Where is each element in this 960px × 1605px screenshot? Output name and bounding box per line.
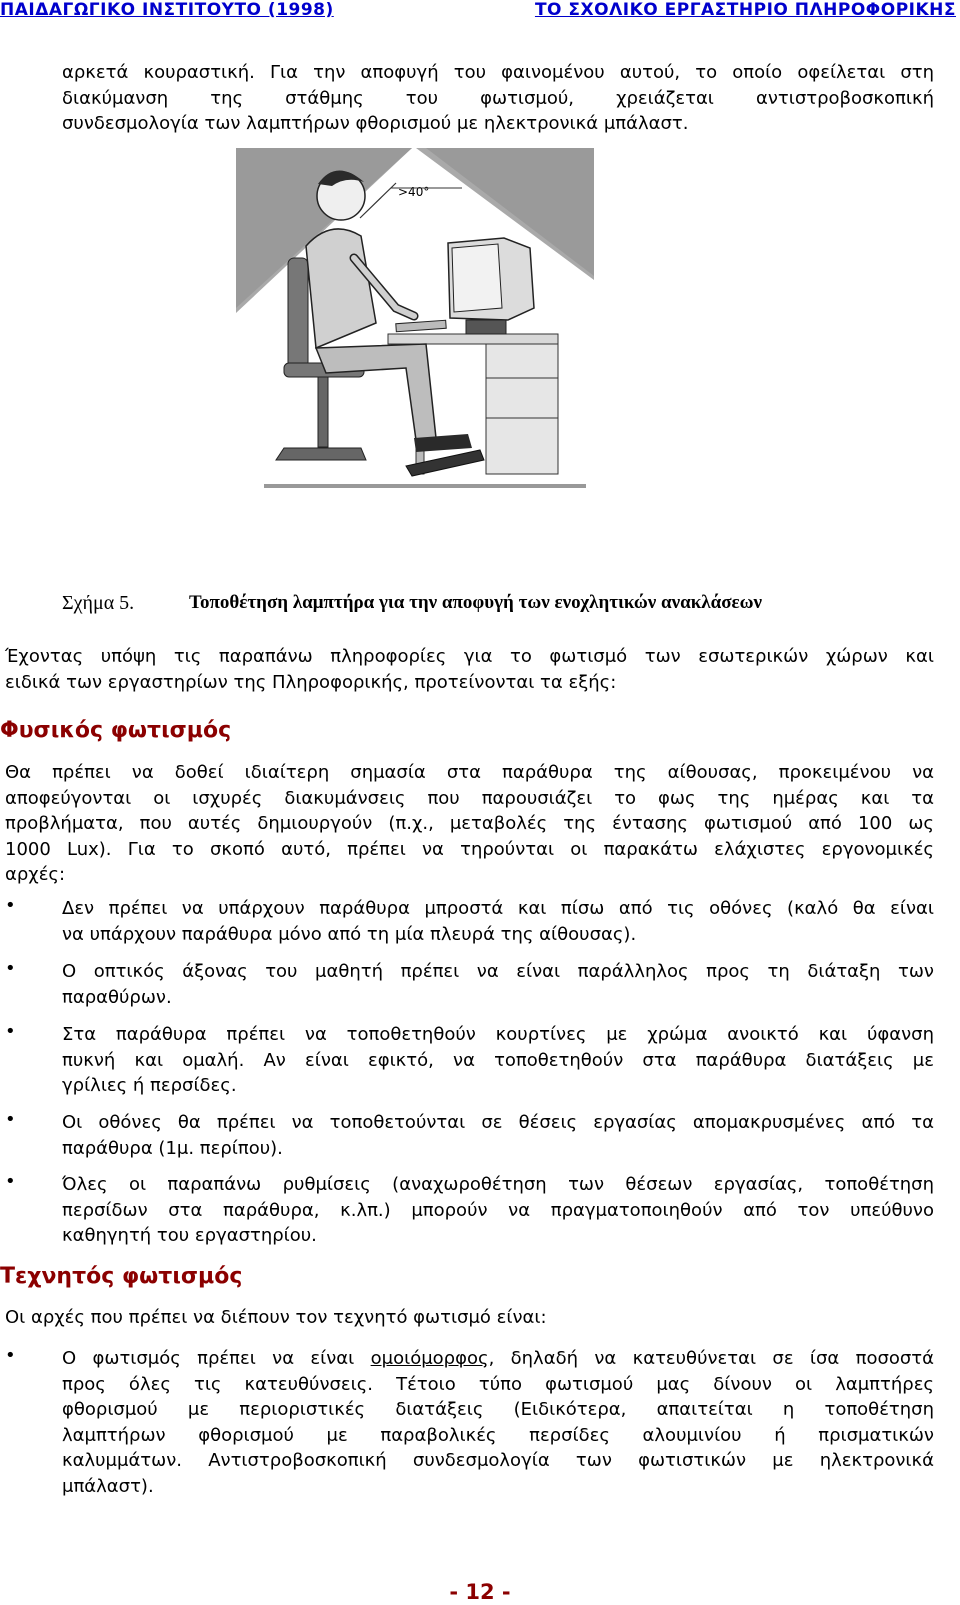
caption-text: Τοποθέτηση λαμπτήρα για την αποφυγή των ενοχλητικών ανακλάσεων	[189, 592, 763, 613]
desk-top	[388, 334, 558, 344]
bullet-item	[62, 1346, 934, 1499]
bullet-item	[62, 1172, 934, 1249]
text-fragment: , δηλαδή να κατευθύνεται σε ίσα ποσοστά	[488, 1348, 934, 1369]
text-line: Έχοντας υπόψη τις παραπάνω πληροφορίες για το φωτισμό των εσωτερικών χώρων και	[5, 646, 934, 667]
text-line: Δεν πρέπει να υπάρχουν παράθυρα μπροστά και πίσω από τις οθόνες (καλό θα είναι	[62, 898, 934, 919]
caption-number: Σχήμα 5.	[62, 592, 135, 614]
text-line: προβλήματα, που αυτές δημιουργούν (π.χ., μεταβολές της έντασης φωτισμού από 100 ως	[5, 813, 934, 834]
text-line: συνδεσμολογία των λαμπτήρων φθορισμού με ηλεκτρονικά μπάλαστ.	[62, 113, 689, 134]
text-line: Θα πρέπει να δοθεί ιδιαίτερη σημασία στα παράθυρα της αίθουσας, προκειμένου να	[5, 762, 934, 783]
angle-label: >40°	[398, 185, 430, 199]
text-line: καθηγητή του εργαστηρίου.	[62, 1225, 317, 1246]
text-line: ειδικά των εργαστηρίων της Πληροφορικής, προτείνονται τα εξής:	[5, 671, 617, 693]
text-line: παράθυρα (1μ. περίπου).	[62, 1137, 283, 1159]
text-line: Οι αρχές που πρέπει να διέπουν τον τεχνητό φωτισμό είναι:	[5, 1307, 547, 1328]
text-line: αρχές:	[5, 864, 66, 885]
text-line: καλυμμάτων. Αντιστροβοσκοπική συνδεσμολογία των φωτιστικών με ηλεκτρονικά	[62, 1450, 934, 1471]
text-line: προς όλες τις κατευθύνσεις. Τέτοιο τύπο φωτισμού μας δίνουν οι λαμπτήρες	[62, 1373, 934, 1395]
text-line	[62, 1346, 934, 1372]
text-line: παραθύρων.	[62, 986, 172, 1008]
text-line: φθορισμού με περιοριστικές διατάξεις (Ειδικότερα, απαιτείται η τοποθέτηση	[62, 1399, 934, 1420]
bullet-item	[62, 896, 934, 947]
bullet-marker: •	[5, 958, 16, 979]
figure-caption	[62, 592, 902, 615]
page-header	[0, 0, 960, 26]
bullet-marker: •	[5, 895, 16, 916]
bullet-marker: •	[5, 1021, 16, 1042]
bullet-item	[62, 1022, 934, 1099]
keyboard	[396, 320, 446, 331]
text-line: Οι οθόνες θα πρέπει να τοποθετούνται σε θέσεις εργασίας απομακρυσμένες από τα	[62, 1112, 934, 1133]
text-line: αρκετά κουραστική. Για την αποφυγή του φαινομένου αυτού, το οποίο οφείλεται στη	[62, 62, 934, 83]
text-line: Όλες οι παραπάνω ρυθμίσεις (αναχωροθέτηση των θέσεων εργασίας, τοποθέτηση	[62, 1174, 934, 1195]
text-line: μπάλαστ).	[62, 1475, 154, 1497]
natural-intro-paragraph	[5, 760, 934, 888]
person-legs	[316, 344, 436, 440]
chair-back	[288, 258, 308, 368]
header-right-title: ΤΟ ΣΧΟΛΙΚΟ ΕΡΓΑΣΤΗΡΙΟ ΠΛΗΡΟΦΟΡΙΚΗΣ	[534, 0, 956, 20]
text-line: περσίδων στα παράθυρα, κ.λπ.) μπορούν να πραγματοποιηθούν από τον υπεύθυνο	[62, 1199, 934, 1221]
text-line: πυκνή και ομαλή. Αν είναι εφικτό, να τοποθετηθούν στα παράθυρα διατάξεις με	[62, 1049, 934, 1071]
desk-drawers	[486, 344, 558, 474]
text-line: λαμπτήρων φθορισμού με παραβολικές περσίδες αλουμινίου ή πρισματικών	[62, 1424, 934, 1446]
person-torso	[306, 229, 376, 348]
text-fragment: Ο φωτισμός πρέπει να είναι	[62, 1348, 371, 1369]
text-line: διακύμανση της στάθμης του φωτισμού, χρειάζεται αντιστροβοσκοπική	[62, 87, 934, 109]
text-line: 1000 Lux). Για το σκοπό αυτό, πρέπει να τηρούνται οι παρακάτω ελάχιστες εργονομικές	[5, 838, 934, 860]
text-line: Στα παράθυρα πρέπει να τοποθετηθούν κουρτίνες με χρώμα ανοικτό και ύφανση	[62, 1024, 934, 1045]
bullet-marker: •	[5, 1171, 16, 1192]
underlined-term: ομοιόμορφος	[370, 1348, 489, 1369]
summary-paragraph	[5, 644, 934, 695]
intro-paragraph	[62, 60, 934, 137]
bullet-marker: •	[5, 1345, 16, 1366]
bullet-item	[62, 1110, 934, 1161]
text-line: αποφεύγονται οι ισχυρές διακυμάνσεις που παρουσιάζει το φως της ημέρας και τα	[5, 787, 934, 809]
header-left-title: ΠΑΙΔΑΓΩΓΙΚΟ ΙΝΣΤΙΤΟΥΤΟ (1998)	[0, 0, 334, 20]
text-line: γρίλιες ή περσίδες.	[62, 1075, 237, 1096]
natural-lighting-heading: Φυσικός φωτισμός	[0, 718, 232, 743]
text-line: να υπάρχουν παράθυρα μόνο από τη μία πλευρά της αίθουσας).	[62, 923, 637, 945]
page-number: - 12 -	[449, 1580, 511, 1604]
text-line: Ο οπτικός άξονας του μαθητή πρέπει να είναι παράλληλος προς τη διάταξη των	[62, 961, 934, 982]
floor	[264, 484, 586, 488]
bullet-item	[62, 959, 934, 1010]
ergonomic-lighting-figure	[236, 148, 594, 500]
artificial-lighting-heading: Τεχνητός φωτισμός	[0, 1264, 243, 1289]
artificial-intro	[5, 1305, 934, 1331]
bullet-marker: •	[5, 1109, 16, 1130]
